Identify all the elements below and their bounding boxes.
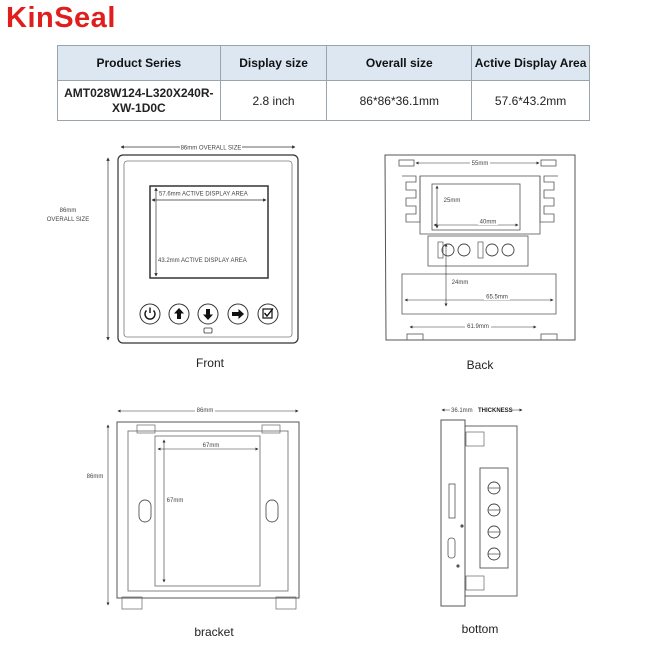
product-series-line2: XW-1D0C [111, 100, 166, 115]
bottom-front-panel [441, 420, 465, 606]
cell-active-display-area: 57.6*43.2mm [472, 81, 590, 121]
front-caption: Front [195, 356, 224, 370]
bottom-terminal-block [480, 468, 508, 568]
back-inner-width-dim: 40mm [479, 219, 497, 226]
back-bottom-width-dim: 61.9mm [467, 324, 489, 330]
back-height-dim: 25mm [443, 198, 461, 204]
bracket-overall-width: 86mm [196, 408, 214, 414]
header-active-display-area: Active Display Area [472, 46, 590, 81]
bottom-thickness-label: THICKNESS [478, 408, 513, 414]
bracket-view [87, 406, 299, 609]
back-top-dim: 55mm [471, 161, 489, 167]
bracket-inner-height: 67mm [166, 498, 184, 504]
header-product-series: Product Series [58, 46, 221, 81]
bottom-body [465, 426, 517, 596]
cell-display-size: 2.8 inch [220, 81, 327, 121]
front-overall-height-label: OVERALL SIZE [46, 217, 90, 223]
right-button[interactable] [228, 304, 248, 324]
front-active-width-label: 57.6mm ACTIVE DISPLAY AREA [159, 191, 248, 198]
bottom-caption: bottom [461, 622, 499, 636]
bracket-inner-width: 67mm [202, 443, 220, 449]
back-lower-width-dim: 65.5mm [486, 294, 508, 301]
power-button[interactable] [140, 304, 160, 324]
confirm-button[interactable] [258, 304, 278, 324]
front-active-height-label: 43.2mm ACTIVE DISPLAY AREA [158, 258, 247, 264]
front-overall-width-label: 86mm OVERALL SIZE [180, 145, 242, 152]
front-view [47, 143, 298, 343]
back-caption: Back [466, 358, 494, 372]
back-view [385, 155, 575, 340]
header-overall-size: Overall size [327, 46, 472, 81]
header-display-size: Display size [220, 46, 327, 81]
back-outer-frame [385, 155, 575, 340]
brand-logo: KinSeal [6, 2, 116, 34]
cell-overall-size: 86*86*36.1mm [327, 81, 472, 121]
product-series-line1: AMT028W124-L320X240R- [64, 85, 214, 100]
back-lower-height-dim: 24mm [451, 280, 469, 286]
up-button[interactable] [169, 304, 189, 324]
bracket-overall-height: 86mm [86, 474, 104, 480]
bottom-view [441, 406, 522, 606]
down-button[interactable] [198, 304, 218, 324]
bracket-caption: bracket [194, 625, 234, 639]
bottom-thickness-value: 36.1mm [451, 408, 473, 414]
front-overall-height-value: 86mm [59, 208, 77, 214]
